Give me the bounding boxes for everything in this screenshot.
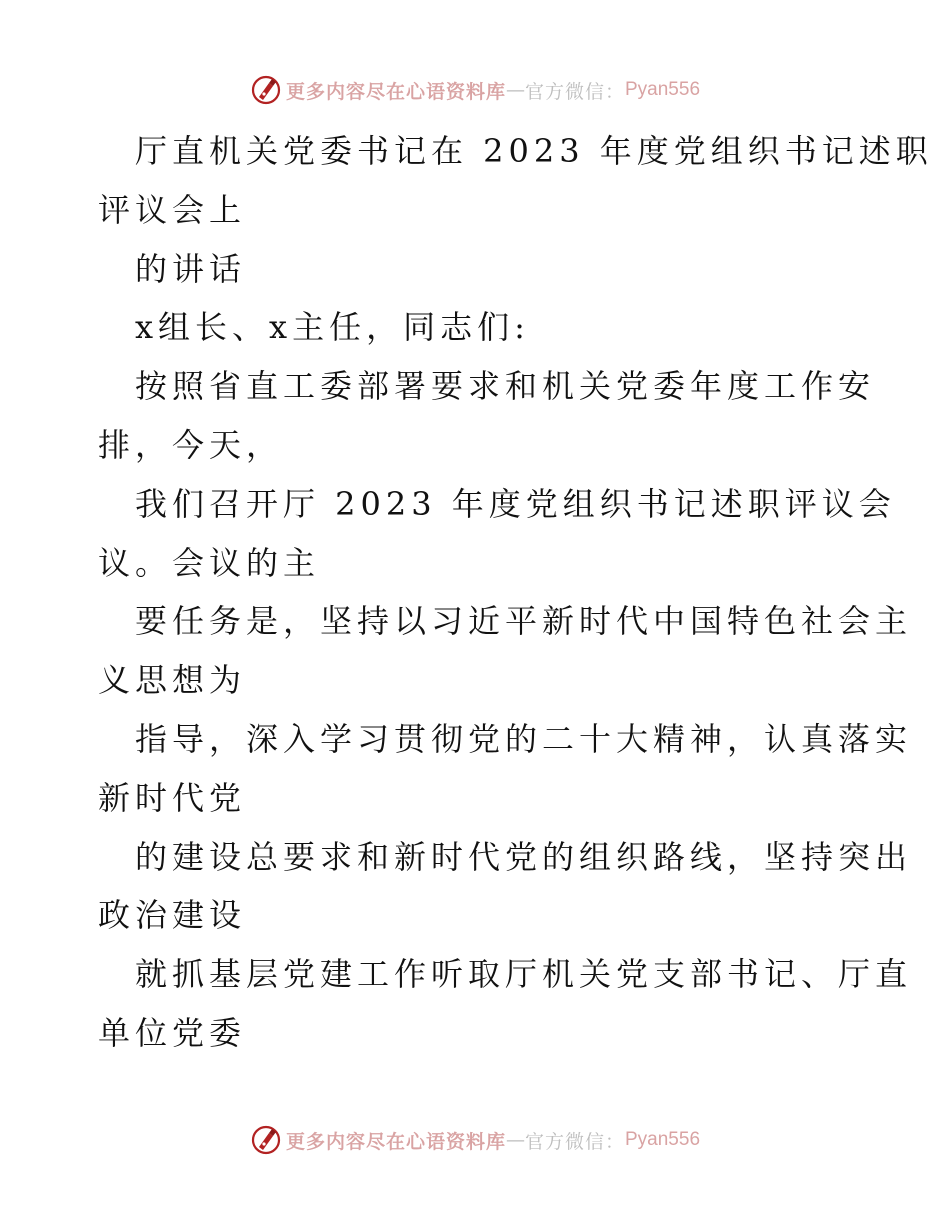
- footer-wechat-label: 官方微信：: [524, 1130, 625, 1153]
- red-pen-nib-logo-icon: [250, 1124, 282, 1156]
- document-body: [98, 122, 933, 1063]
- header-wechat-id: Pyan556: [625, 79, 701, 100]
- red-pen-nib-logo-icon: [250, 74, 282, 106]
- text-line: x组长、x主任，同志们:: [135, 308, 530, 347]
- footer-promo-text: 更多内容尽在心语资料库: [285, 1130, 506, 1153]
- text-line: 单位党委: [98, 1013, 247, 1052]
- text-line: 义思想为: [98, 661, 247, 700]
- text-line: 指导，深入学习贯彻党的二十大精神，认真落实: [135, 719, 913, 758]
- text-line: 要任务是，坚持以习近平新时代中国特色社会主: [135, 602, 913, 641]
- header-wechat-label: 官方微信：: [524, 80, 625, 103]
- text-line: 的讲话: [135, 249, 247, 288]
- text-line: 按照省直工委部署要求和机关党委年度工作安: [135, 367, 876, 406]
- text-line: 政治建设: [98, 896, 247, 935]
- text-line: 就抓基层党建工作听取厅机关党支部书记、厅直: [135, 955, 913, 994]
- text-line: 议。会议的主: [98, 543, 321, 582]
- text-line: 评议会上: [98, 190, 247, 229]
- header-separator: —: [505, 79, 525, 101]
- text-line: 新时代党: [98, 778, 247, 817]
- text-line: 排，今天，: [98, 425, 284, 464]
- header-watermark-banner: [0, 70, 950, 110]
- footer-watermark-banner: [0, 1120, 950, 1160]
- text-line: 我们召开厅 2023 年度党组织书记述职评议会: [135, 484, 896, 523]
- footer-separator: —: [505, 1129, 525, 1151]
- text-line: 的建设总要求和新时代党的组织路线，坚持突出: [135, 837, 913, 876]
- footer-wechat-id: Pyan556: [625, 1129, 701, 1150]
- text-line: 厅直机关党委书记在 2023 年度党组织书记述职: [135, 132, 933, 170]
- header-promo-text: 更多内容尽在心语资料库: [285, 80, 506, 103]
